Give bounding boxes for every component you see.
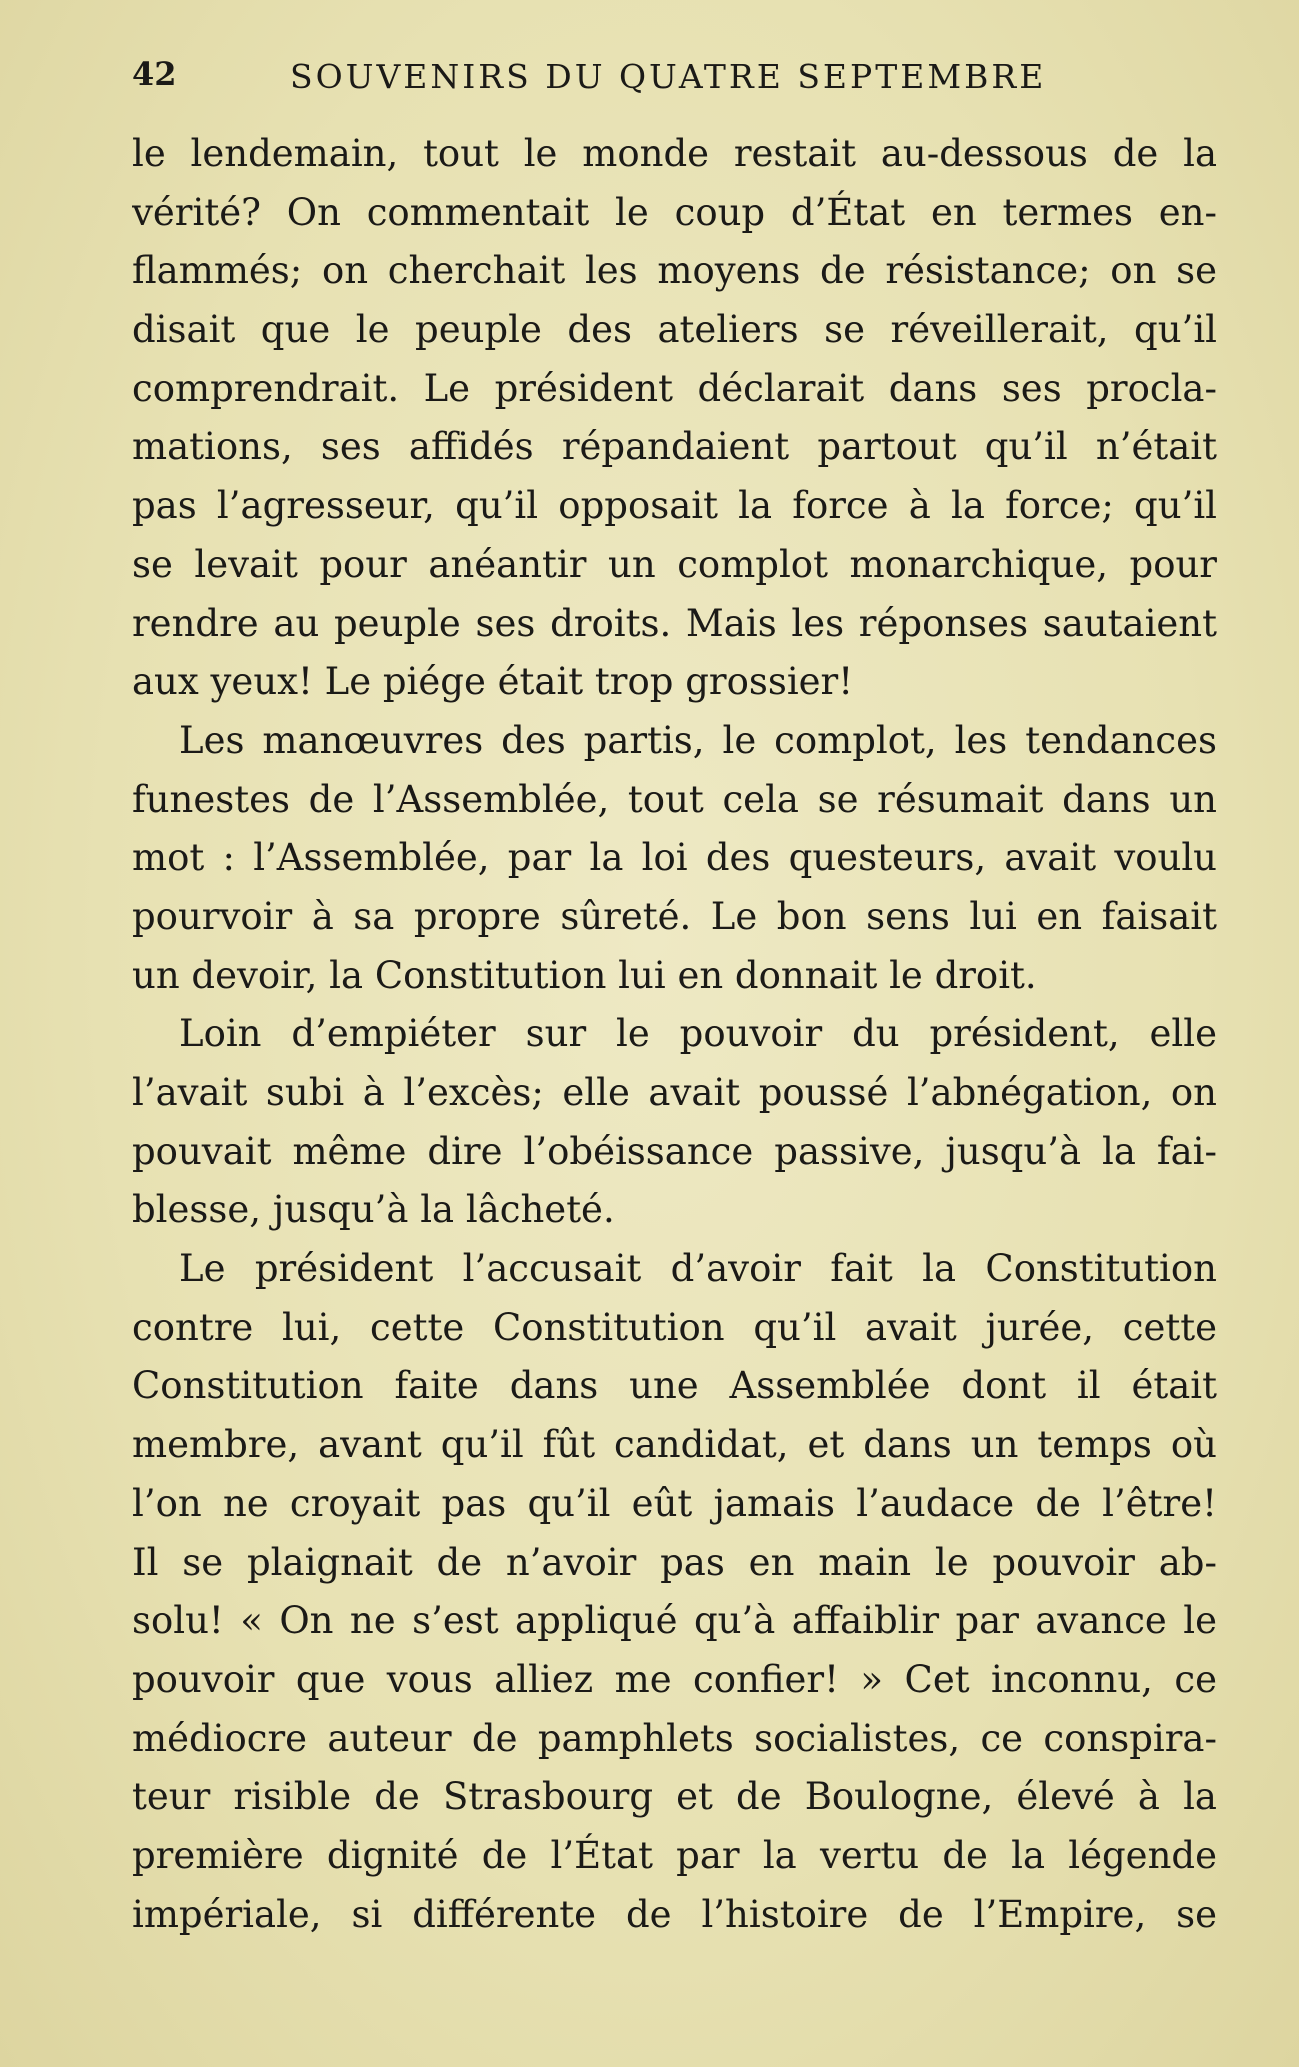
text-line: funestes de l’Assemblée, tout cela se résumait dans un (132, 777, 1217, 821)
text-line: rendre au peuple ses droits. Mais les réponses sautaient (132, 601, 1217, 645)
page-number: 42 (132, 55, 177, 93)
text-line: Il se plaignait de n’avoir pas en main le pouvoir ab- (132, 1540, 1217, 1584)
text-line: disait que le peuple des ateliers se réveillerait, qu’il (132, 308, 1217, 352)
text-line: pourvoir à sa propre sûreté. Le bon sens lui en faisait (132, 894, 1217, 938)
text-line: première dignité de l’État par la vertu de la légende (132, 1833, 1217, 1877)
text-line: impériale, si différente de l’histoire de l’Empire, se (132, 1892, 1217, 1936)
text-line: blesse, jusqu’à la lâcheté. (132, 1188, 615, 1232)
text-line: contre lui, cette Constitution qu’il avait jurée, cette (132, 1305, 1217, 1349)
text-line: l’on ne croyait pas qu’il eût jamais l’audace de l’être! (132, 1481, 1217, 1525)
text-line: Constitution faite dans une Assemblée dont il était (132, 1364, 1217, 1408)
text-line: un devoir, la Constitution lui en donnait le droit. (132, 953, 1037, 997)
paragraph-start-line: Loin d’empiéter sur le pouvoir du président, elle (179, 1012, 1217, 1056)
text-line: comprendrait. Le président déclarait dans ses procla- (132, 366, 1217, 410)
text-line: solu! « On ne s’est appliqué qu’à affaiblir par avance le (132, 1599, 1217, 1643)
text-line: l’avait subi à l’excès; elle avait poussé l’abnégation, on (132, 1071, 1217, 1114)
text-line: pouvoir que vous alliez me confier! » Cet inconnu, ce (132, 1657, 1217, 1701)
text-line: aux yeux! Le piége était trop grossier! (132, 660, 854, 704)
text-line: vérité? On commentait le coup d’État en termes en- (132, 190, 1217, 234)
text-line: le lendemain, tout le monde restait au-dessous de la (132, 132, 1217, 175)
text-line: teur risible de Strasbourg et de Boulogne, élevé à la (132, 1775, 1217, 1819)
text-line: mations, ses affidés répandaient partout qu’il n’était (132, 425, 1217, 469)
text-line: pas l’agresseur, qu’il opposait la force à la force; qu’il (132, 484, 1217, 528)
page-header (132, 55, 1062, 105)
running-title: SOUVENIRS DU QUATRE SEPTEMBRE (290, 57, 1047, 96)
body-text (132, 125, 1217, 1944)
paragraph-start-line: Les manœuvres des partis, le complot, les tendances (179, 718, 1217, 762)
text-line: pouvait même dire l’obéissance passive, jusqu’à la fai- (132, 1129, 1217, 1173)
text-line: flammés; on cherchait les moyens de résistance; on se (132, 249, 1217, 293)
text-line: médiocre auteur de pamphlets socialistes, ce conspira- (132, 1716, 1217, 1760)
text-line: mot : l’Assemblée, par la loi des questeurs, avait voulu (132, 836, 1217, 880)
paragraph-start-line: Le président l’accusait d’avoir fait la Constitution (179, 1247, 1217, 1291)
text-line: se levait pour anéantir un complot monarchique, pour (132, 542, 1217, 586)
text-line: membre, avant qu’il fût candidat, et dans un temps où (132, 1423, 1217, 1467)
